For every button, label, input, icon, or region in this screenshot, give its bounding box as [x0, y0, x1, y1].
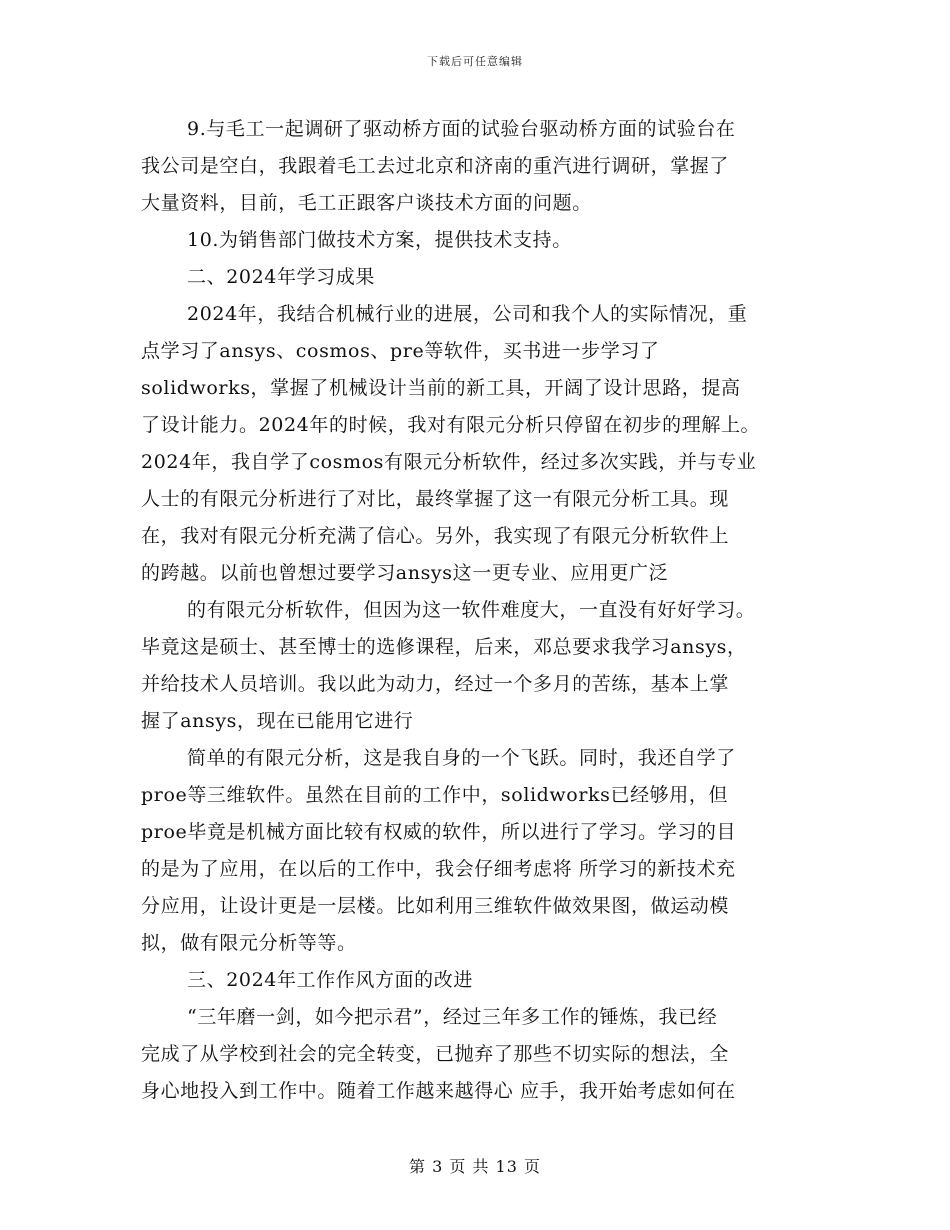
- body-line: proe毕竟是机械方面比较有权威的软件，所以进行了学习。学习的目: [141, 821, 737, 843]
- body-line: 并给技术人员培训。我以此为动力，经过一个多月的苦练，基本上掌: [141, 673, 730, 695]
- page-footer: 第 3 页 共 13 页: [409, 1157, 541, 1176]
- body-line: solidworks，掌握了机械设计当前的新工具，开阔了设计思路，提高: [141, 377, 741, 399]
- page-header: 下载后可任意编辑: [427, 55, 523, 68]
- body-line: 2024年，我自学了cosmos有限元分析软件，经过多次实践，并与专业: [141, 451, 757, 473]
- body-line: 了设计能力。2024年的时候，我对有限元分析只停留在初步的理解上。: [141, 414, 761, 436]
- body-line: 2024年，我结合机械行业的进展，公司和我个人的实际情况，重: [187, 303, 748, 325]
- body-line: 10.为销售部门做技术方案，提供技术支持。: [187, 229, 572, 251]
- body-line: “三年磨一剑，如今把示君”，经过三年多工作的锤炼，我已经: [187, 1006, 718, 1028]
- section-heading: 二、2024年学习成果: [187, 266, 375, 288]
- body-line: 简单的有限元分析，这是我自身的一个飞跃。同时，我还自学了: [187, 747, 736, 769]
- section-heading: 三、2024年工作作风方面的改进: [187, 969, 473, 991]
- body-line: 大量资料，目前，毛工正跟客户谈技术方面的问题。: [141, 192, 592, 214]
- body-line: 分应用，让设计更是一层楼。比如利用三维软件做效果图，做运动模: [141, 895, 730, 917]
- body-line: 完成了从学校到社会的完全转变，已抛弃了那些不切实际的想法，全: [141, 1043, 730, 1065]
- body-line: proe等三维软件。虽然在目前的工作中，solidworks已经够用，但: [141, 784, 729, 806]
- body-line: 的是为了应用，在以后的工作中，我会仔细考虑将 所学习的新技术充: [141, 858, 736, 880]
- body-line: 身心地投入到工作中。随着工作越来越得心 应手，我开始考虑如何在: [141, 1080, 736, 1102]
- body-line: 9.与毛工一起调研了驱动桥方面的试验台驱动桥方面的试验台在: [187, 118, 736, 140]
- body-line: 的有限元分析软件，但因为这一软件难度大，一直没有好好学习。: [187, 599, 756, 621]
- body-line: 在，我对有限元分析充满了信心。另外，我实现了有限元分析软件上: [141, 525, 730, 547]
- body-line: 人士的有限元分析进行了对比，最终掌握了这一有限元分析工具。现: [141, 488, 730, 510]
- body-line: 握了ansys，现在已能用它进行: [141, 710, 414, 732]
- body-line: 毕竟这是硕士、甚至博士的选修课程，后来，邓总要求我学习ansys，: [141, 636, 747, 658]
- body-line: 拟，做有限元分析等等。: [141, 932, 357, 954]
- body-line: 的跨越。以前也曾想过要学习ansys这一更专业、应用更广泛: [141, 562, 669, 584]
- body-line: 我公司是空白，我跟着毛工去过北京和济南的重汽进行调研，掌握了: [141, 155, 730, 177]
- body-line: 点学习了ansys、cosmos、pre等软件，买书进一步学习了: [141, 340, 660, 362]
